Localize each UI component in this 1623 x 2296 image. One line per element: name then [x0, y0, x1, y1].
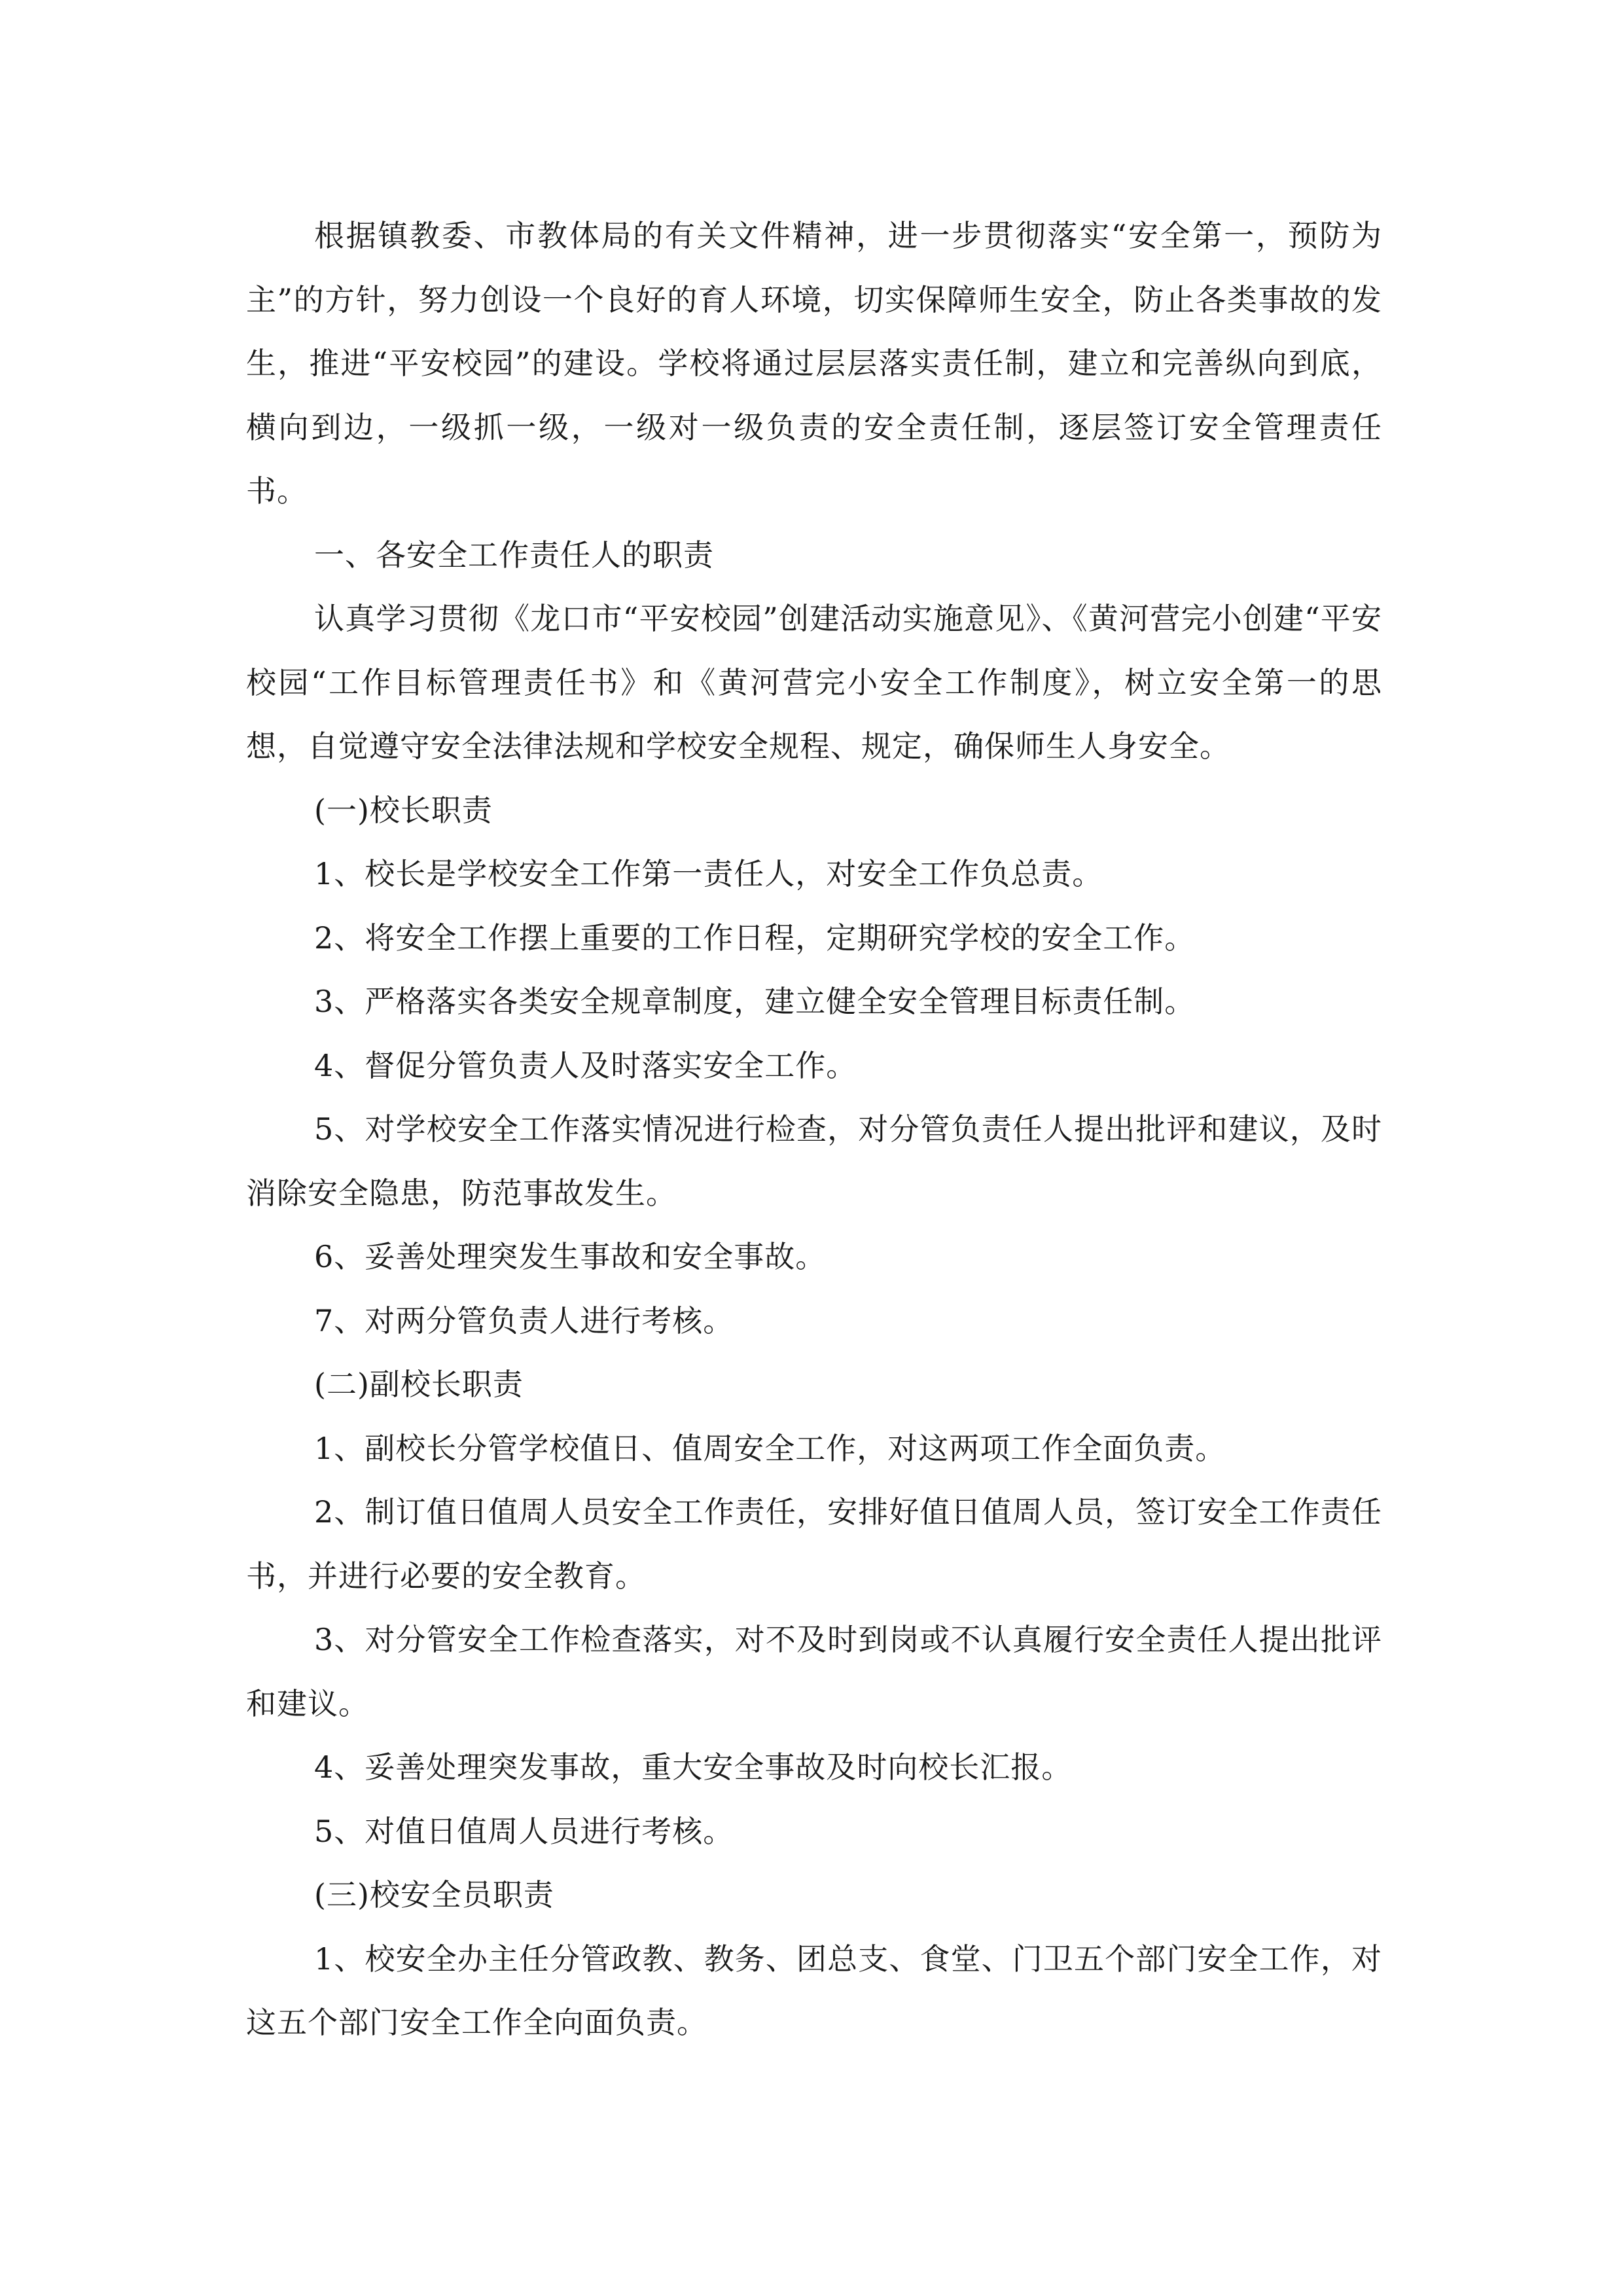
subsection-heading-safety-officer: (三)校安全员职责 [314, 1877, 554, 1912]
vice-principal-duty-3: 3、对分管安全工作检查落实，对不及时到岗或不认真履行安全责任人提出批评和建议。 [246, 1622, 1382, 1721]
principal-duty-4: 4、督促分管负责人及时落实安全工作。 [314, 1047, 857, 1083]
intro-paragraph: 根据镇教委、市教体局的有关文件精神，进一步贯彻落实“安全第一，预防为主”的方针，努力创设一个良好的育人环境，切实保障师生安全，防止各类事故的发生，推进“平安校园”的建设。学校将通过层层落实责任制，建立和完善纵向到底，横向到边，一级抓一级，一级对一级负责的安全责任制，逐层签订安全管理责任书。 [246, 218, 1382, 509]
principal-duty-6: 6、妥善处理突发生事故和安全事故。 [314, 1239, 827, 1274]
subsection-heading-vice-principal: (二)副校长职责 [314, 1367, 524, 1402]
section-1-intro-paragraph: 认真学习贯彻《龙口市“平安校园”创建活动实施意见》、《黄河营完小创建“平安校园“工作目标管理责任书》和《黄河营完小安全工作制度》，树立安全第一的思想，自觉遵守安全法律法规和学校安全规程、规定，确保师生人身安全。 [246, 601, 1382, 764]
principal-duty-1: 1、校长是学校安全工作第一责任人，对安全工作负总责。 [314, 856, 1103, 891]
principal-duty-2: 2、将安全工作摆上重要的工作日程，定期研究学校的安全工作。 [314, 920, 1196, 956]
vice-principal-duty-1: 1、副校长分管学校值日、值周安全工作，对这两项工作全面负责。 [314, 1430, 1226, 1466]
principal-duty-3: 3、严格落实各类安全规章制度，建立健全安全管理目标责任制。 [314, 984, 1196, 1019]
principal-duty-5: 5、对学校安全工作落实情况进行检查，对分管负责任人提出批评和建议，及时消除安全隐患，防范事故发生。 [246, 1111, 1382, 1211]
subsection-heading-principal: (一)校长职责 [314, 792, 493, 828]
vice-principal-duty-5: 5、对值日值周人员进行考核。 [314, 1813, 734, 1849]
vice-principal-duty-2: 2、制订值日值周人员安全工作责任，安排好值日值周人员，签订安全工作责任书，并进行必要的安全教育。 [246, 1494, 1382, 1594]
principal-duty-7: 7、对两分管负责人进行考核。 [314, 1302, 734, 1338]
safety-officer-duty-1: 1、校安全办主任分管政教、教务、团总支、食堂、门卫五个部门安全工作，对这五个部门安全工作全向面负责。 [246, 1941, 1382, 2040]
section-heading-1: 一、各安全工作责任人的职责 [314, 537, 714, 573]
document-body [246, 204, 1382, 2055]
vice-principal-duty-4: 4、妥善处理突发事故，重大安全事故及时向校长汇报。 [314, 1749, 1073, 1785]
